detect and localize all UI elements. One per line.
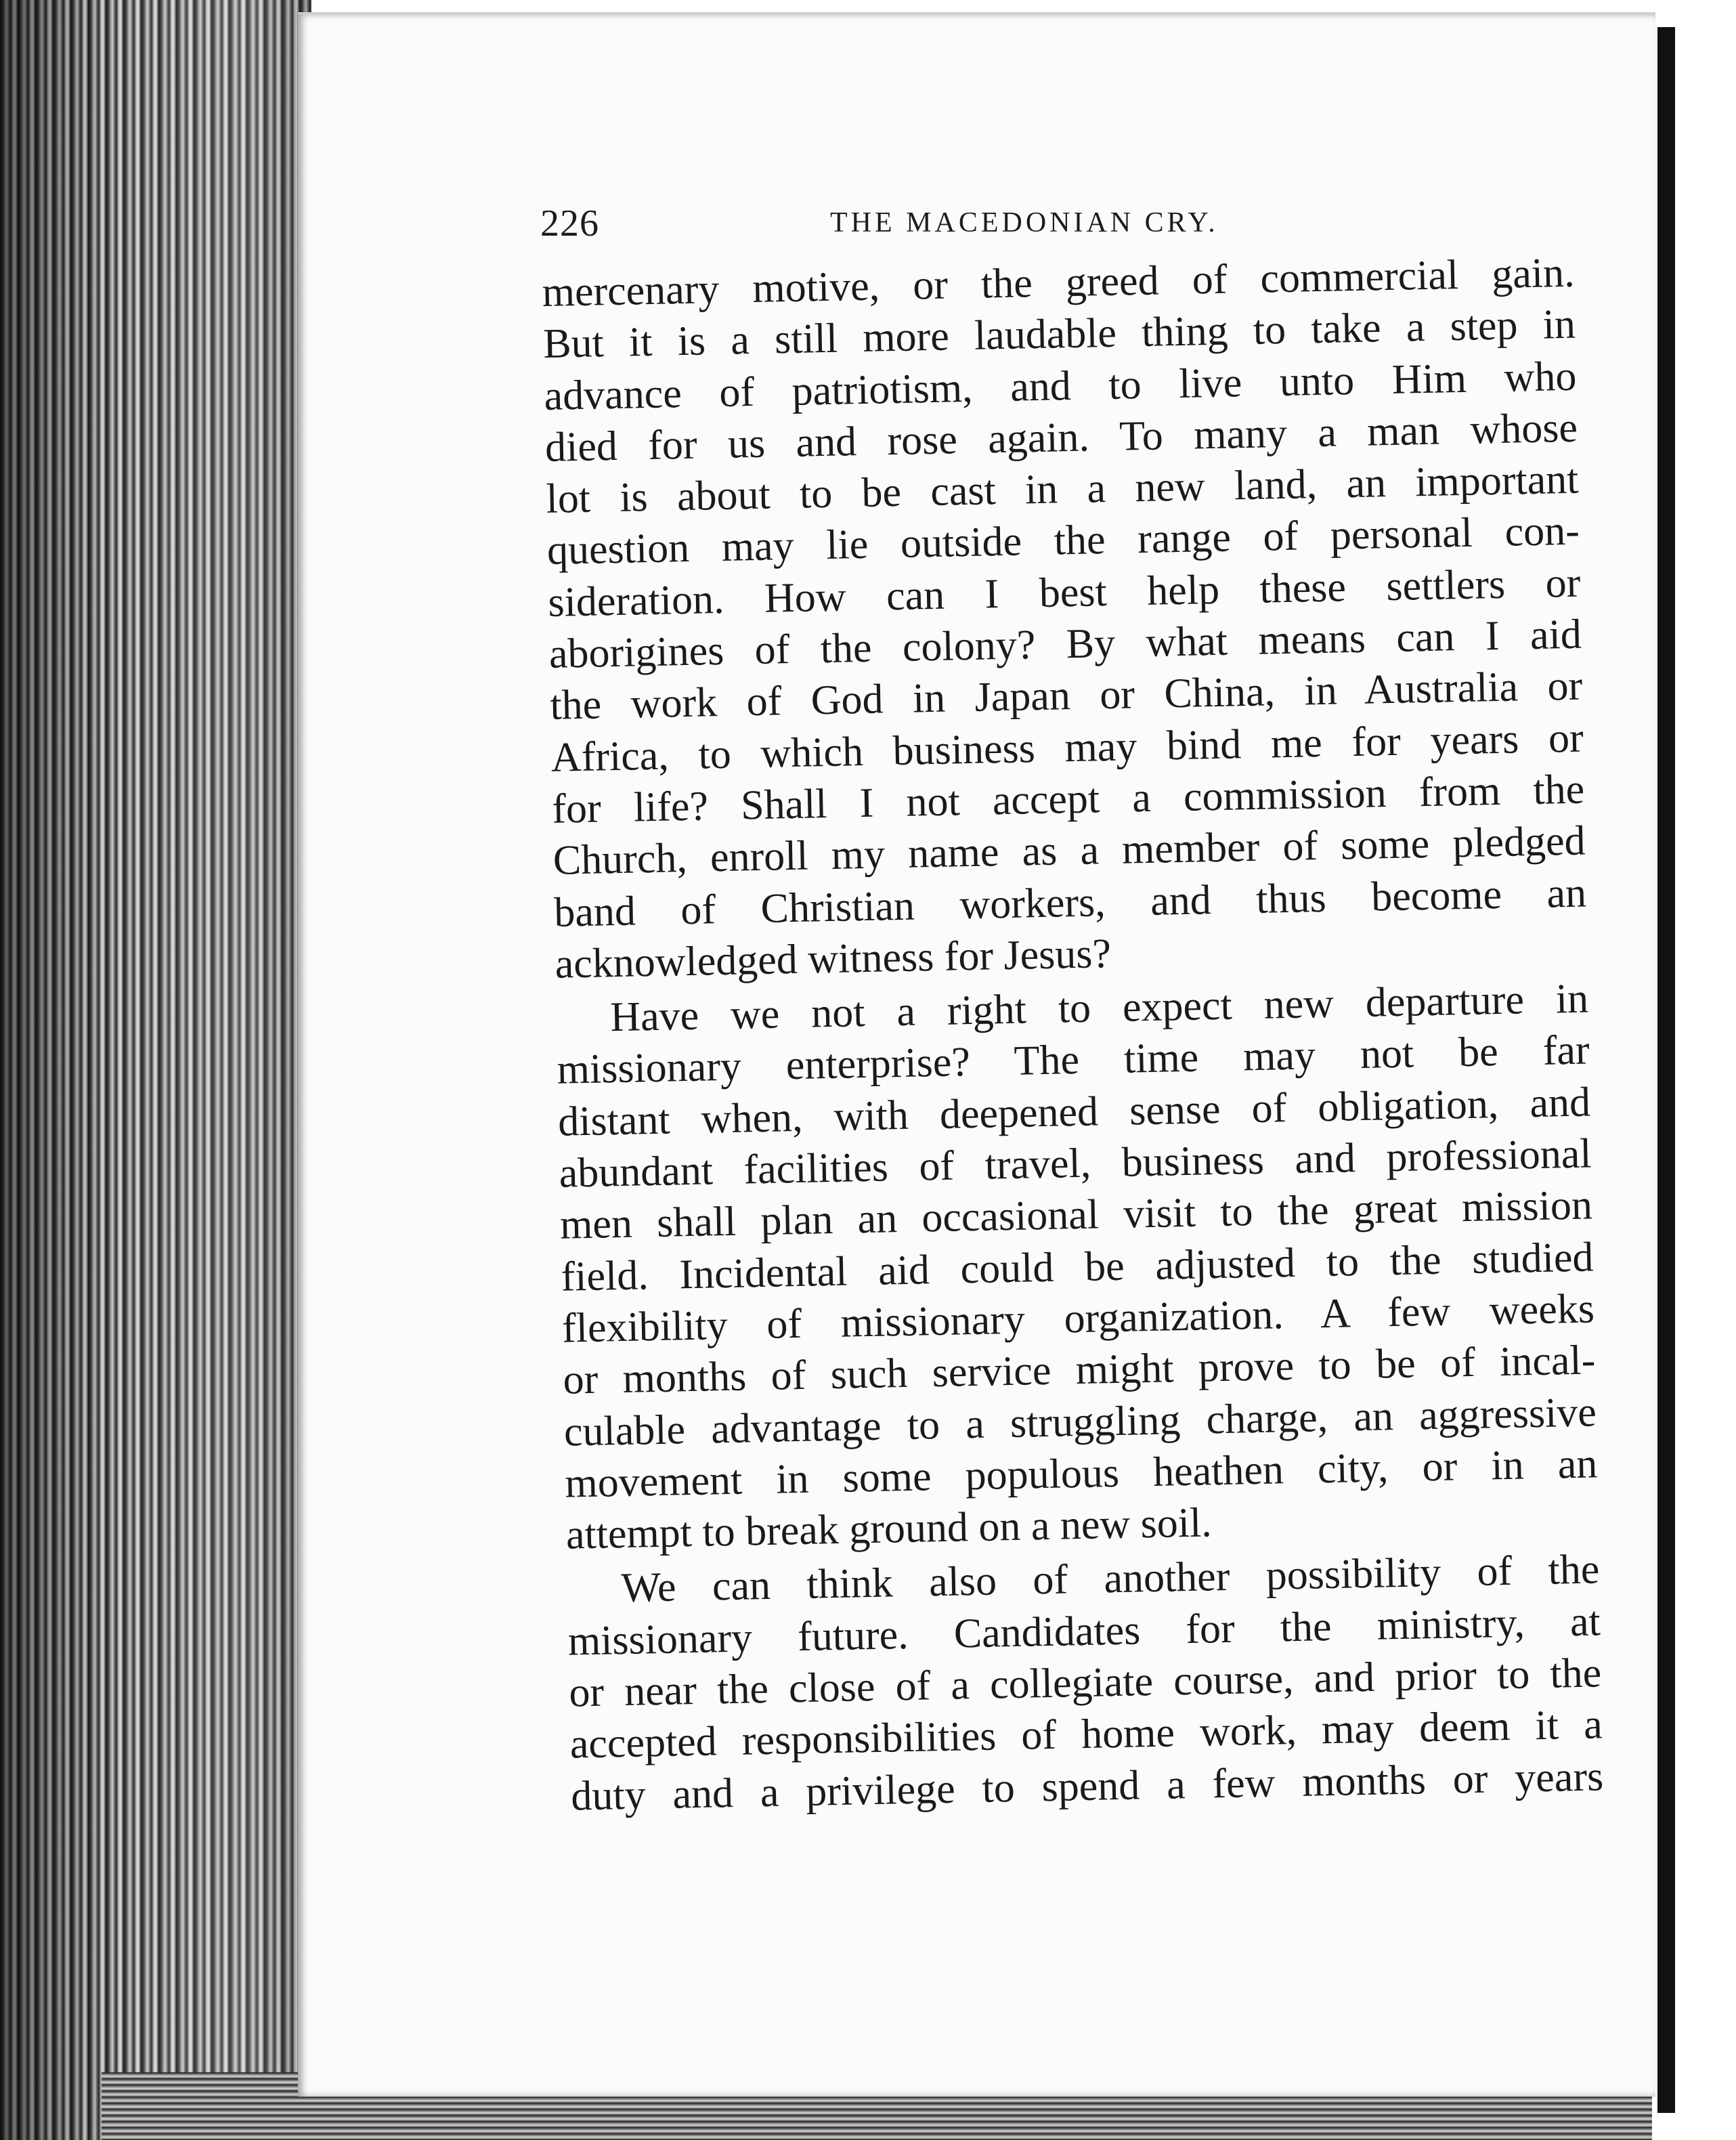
- text-line: lot is about to be cast in a new land, an important: [545, 456, 1579, 523]
- text-line: field. Incidental aid could be adjusted to the studied: [560, 1234, 1594, 1300]
- text-line: aborigines of the colony? By what means can I aid: [548, 611, 1582, 677]
- page-number: 226: [540, 202, 599, 244]
- text-line: advance of patriotism, and to live unto Him who: [544, 353, 1578, 419]
- text-line: Church, enroll my name as a member of some pledged: [552, 817, 1586, 884]
- text-line: Have we not a right to expect new departure in: [609, 975, 1589, 1041]
- text-line: culable advantage to a struggling charge, an aggressive: [563, 1388, 1597, 1455]
- text-line: sideration. How can I best help these settlers or: [547, 559, 1581, 626]
- book-page-edges: [0, 0, 311, 2140]
- text-line: acknowledged witness for Jesus?: [555, 930, 1112, 987]
- text-line: band of Christian workers, and thus become an: [553, 870, 1587, 936]
- text-line: missionary future. Candidates for the ministry, at: [567, 1598, 1601, 1665]
- text-line: abundant facilities of travel, business and professional: [559, 1130, 1592, 1197]
- text-line: died for us and rose again. To many a man whose: [544, 404, 1578, 471]
- running-title: THE MACEDONIAN CRY.: [830, 207, 1219, 238]
- text-line: We can think also of another possibility of the: [620, 1546, 1600, 1612]
- text-line: flexibility of missionary organization. A few weeks: [561, 1285, 1595, 1352]
- text-line: missionary enterprise? The time may not be far: [557, 1027, 1590, 1094]
- text-line: or near the close of a collegiate course, and prior to the: [568, 1650, 1602, 1716]
- text-line: movement in some populous heathen city, or in an: [564, 1440, 1598, 1507]
- text-line: Africa, to which business may bind me for years or: [550, 714, 1584, 781]
- text-line: or months of such service might prove to be of incal-: [562, 1337, 1596, 1403]
- text-line: for life? Shall I not accept a commission from the: [551, 766, 1585, 832]
- body-text: [542, 247, 1604, 1822]
- text-line: distant when, with deepened sense of obligation, and: [557, 1079, 1591, 1145]
- text-line: question may lie outside the range of personal con-: [546, 508, 1580, 574]
- text-line: men shall plan an occasional visit to the great mission: [559, 1182, 1593, 1249]
- text-line: the work of God in Japan or China, in Australia or: [549, 662, 1583, 729]
- running-head: [540, 196, 1536, 251]
- text-line: attempt to break ground on a new soil.: [565, 1499, 1213, 1558]
- text-line: But it is a still more laudable thing to take a step in: [542, 301, 1576, 368]
- text-line: mercenary motive, or the greed of commercial gain.: [542, 249, 1576, 316]
- text-line: accepted responsibilities of home work, may deem it a: [569, 1701, 1603, 1768]
- facing-page-shadow: [1657, 27, 1675, 2113]
- text-line: duty and a privilege to spend a few months or years: [570, 1753, 1604, 1820]
